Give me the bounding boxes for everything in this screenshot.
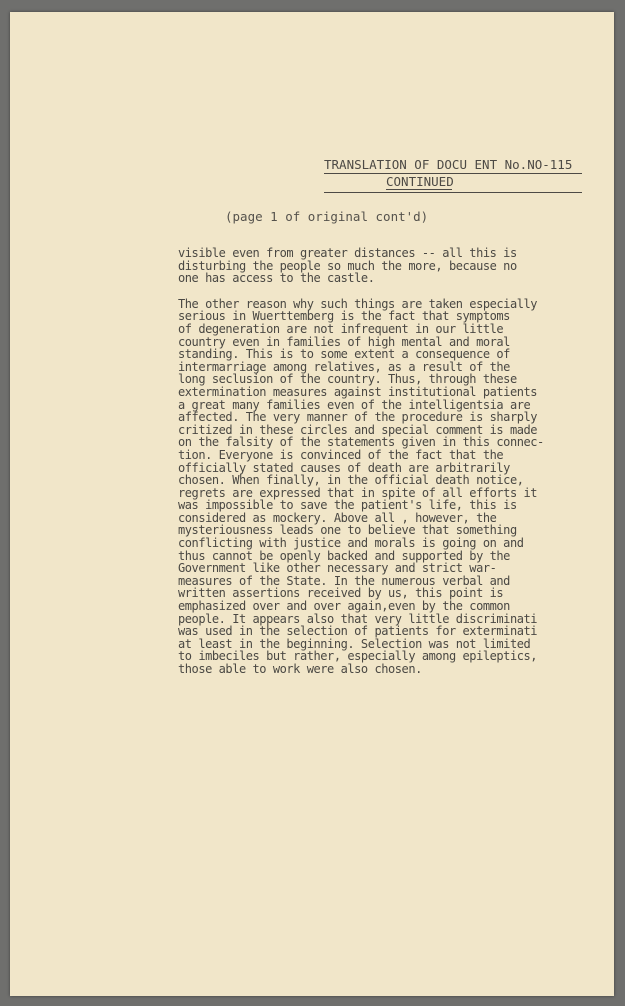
header-underline (324, 192, 582, 193)
text-line: on the falsity of the statements given in this connec- (178, 435, 544, 450)
text-line: conflicting with justice and morals is going on and (178, 536, 524, 551)
text-line: mysteriousness leads one to believe that something (178, 523, 517, 538)
text-line: serious in Wuerttemberg is the fact that symptoms (178, 309, 510, 324)
text-line: written assertions received by us, this point is (178, 586, 504, 601)
text-line: officially stated causes of death are arbitrarily (178, 460, 510, 475)
text-line: one has access to the castle. (178, 271, 375, 286)
text-line: regrets are expressed that in spite of all efforts it (178, 485, 538, 500)
text-line: at least in the beginning. Selection was not limited (178, 636, 531, 651)
text-line: emphasized over and over again,even by the common (178, 599, 510, 614)
text-line: measures of the State. In the numerous verbal and (178, 573, 510, 588)
document-body (178, 247, 608, 676)
text-line: chosen. When finally, in the official death notice, (178, 473, 524, 488)
text-line: those able to work were also chosen. (178, 662, 422, 676)
document-header (324, 157, 582, 193)
text-line: thus cannot be openly backed and supported by the (178, 548, 510, 563)
text-line: disturbing the people so much the more, because no (178, 258, 517, 273)
text-line: long seclusion of the country. Thus, through these (178, 372, 517, 387)
text-line: was used in the selection of patients for exterminati (178, 624, 538, 639)
paragraph-1 (178, 247, 608, 285)
text-line: visible even from greater distances -- all this is (178, 246, 517, 260)
text-line: people. It appears also that very little discriminati (178, 611, 538, 626)
text-line: standing. This is to some extent a consequence of (178, 347, 510, 362)
text-line: to imbeciles but rather, especially among epileptics, (178, 649, 538, 664)
text-line: was impossible to save the patient's life, this is (178, 498, 517, 513)
text-line: extermination measures against institutional patients (178, 384, 538, 399)
document-subtitle: CONTINUED (386, 174, 454, 189)
text-line: of degeneration are not infrequent in our little (178, 321, 504, 336)
text-line: critized in these circles and special comment is made (178, 422, 538, 437)
text-line: a great many families even of the intelligentsia are (178, 397, 531, 412)
text-line: country even in families of high mental and moral (178, 334, 510, 349)
text-line: tion. Everyone is convinced of the fact that the (178, 447, 504, 462)
page-reference: (page 1 of original cont'd) (225, 209, 429, 224)
text-line: The other reason why such things are taken especially (178, 296, 538, 311)
text-line: intermarriage among relatives, as a result of the (178, 359, 510, 374)
document-title: TRANSLATION OF DOCU ENT No.NO-115 (324, 157, 582, 174)
text-line: affected. The very manner of the procedure is sharply (178, 410, 538, 425)
text-line: considered as mockery. Above all , however, the (178, 510, 497, 525)
paragraph-2 (178, 298, 608, 676)
document-page (10, 12, 614, 996)
text-line: Government like other necessary and strict war- (178, 561, 497, 576)
